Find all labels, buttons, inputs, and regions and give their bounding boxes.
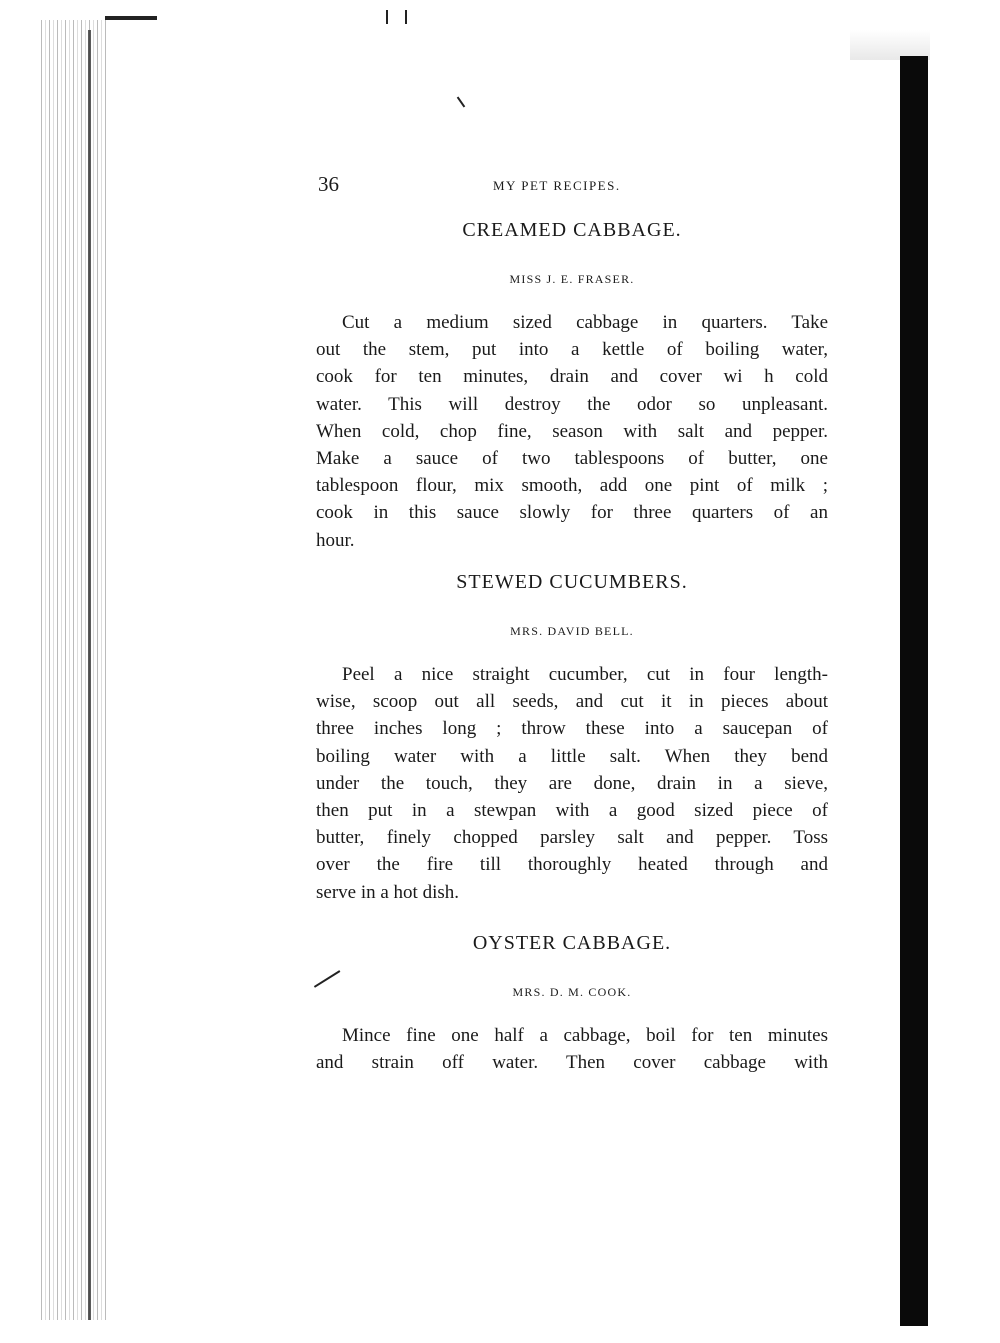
recipe-oyster-cabbage xyxy=(316,928,828,1076)
recipe-creamed-cabbage xyxy=(316,215,828,554)
running-title: MY PET RECIPES. xyxy=(493,178,621,193)
recipe-author: MISS J. E. FRASER. xyxy=(509,272,635,286)
recipe-body xyxy=(316,661,828,906)
text-line: three inches long ; throw these into a saucepan of xyxy=(316,718,828,740)
recipe-stewed-cucumbers xyxy=(316,567,828,906)
text-line: under the touch, they are done, drain in a sieve, xyxy=(316,772,828,794)
recipe-body xyxy=(316,309,828,554)
scan-mark xyxy=(105,16,157,20)
text-line: boiling water with a little salt. When they bend xyxy=(316,745,828,767)
text-line: then put in a stewpan with a good sized piece of xyxy=(316,800,828,822)
recipe-author: MRS. DAVID BELL. xyxy=(510,624,634,638)
scan-tick xyxy=(386,10,388,24)
text-line: butter, finely chopped parsley salt and pepper. Toss xyxy=(316,827,828,849)
recipe-body xyxy=(316,1022,828,1076)
text-line: and strain off water. Then cover cabbage with xyxy=(316,1052,828,1074)
text-line: hour. xyxy=(316,529,355,551)
text-line: cook in this sauce slowly for three quarters of an xyxy=(316,502,828,524)
text-line: When cold, chop fine, season with salt and pepper. xyxy=(316,420,828,442)
text-line: Make a sauce of two tablespoons of butter, one xyxy=(316,448,828,470)
recipe-title: STEWED CUCUMBERS. xyxy=(456,571,688,593)
recipe-author: MRS. D. M. COOK. xyxy=(512,985,632,999)
text-line: out the stem, put into a kettle of boiling water, xyxy=(316,339,828,361)
text-line: water. This will destroy the odor so unpleasant. xyxy=(316,393,828,415)
text-line: serve in a hot dish. xyxy=(316,881,460,903)
scan-tick xyxy=(405,10,407,24)
page-number: 36 xyxy=(318,172,339,196)
text-line: over the fire till thoroughly heated through and xyxy=(316,854,828,876)
recipe-title: OYSTER CABBAGE. xyxy=(472,932,672,954)
text-line: Peel a nice straight cucumber, cut in four length- xyxy=(342,664,828,685)
running-head xyxy=(318,172,833,202)
text-line: cook for ten minutes, drain and cover wi h cold xyxy=(316,366,828,388)
binding-line xyxy=(88,30,91,1320)
text-line: Cut a medium sized cabbage in quarters. Take xyxy=(342,312,828,333)
recipe-title: CREAMED CABBAGE. xyxy=(462,219,682,241)
text-line: tablespoon flour, mix smooth, add one pint of milk ; xyxy=(316,475,828,497)
page-edge-shadow xyxy=(900,56,928,1326)
binding-edge xyxy=(38,20,108,1320)
text-line: wise, scoop out all seeds, and cut it in pieces about xyxy=(316,691,828,713)
stray-mark xyxy=(457,97,466,108)
text-line: Mince fine one half a cabbage, boil for ten minutes xyxy=(342,1025,828,1046)
